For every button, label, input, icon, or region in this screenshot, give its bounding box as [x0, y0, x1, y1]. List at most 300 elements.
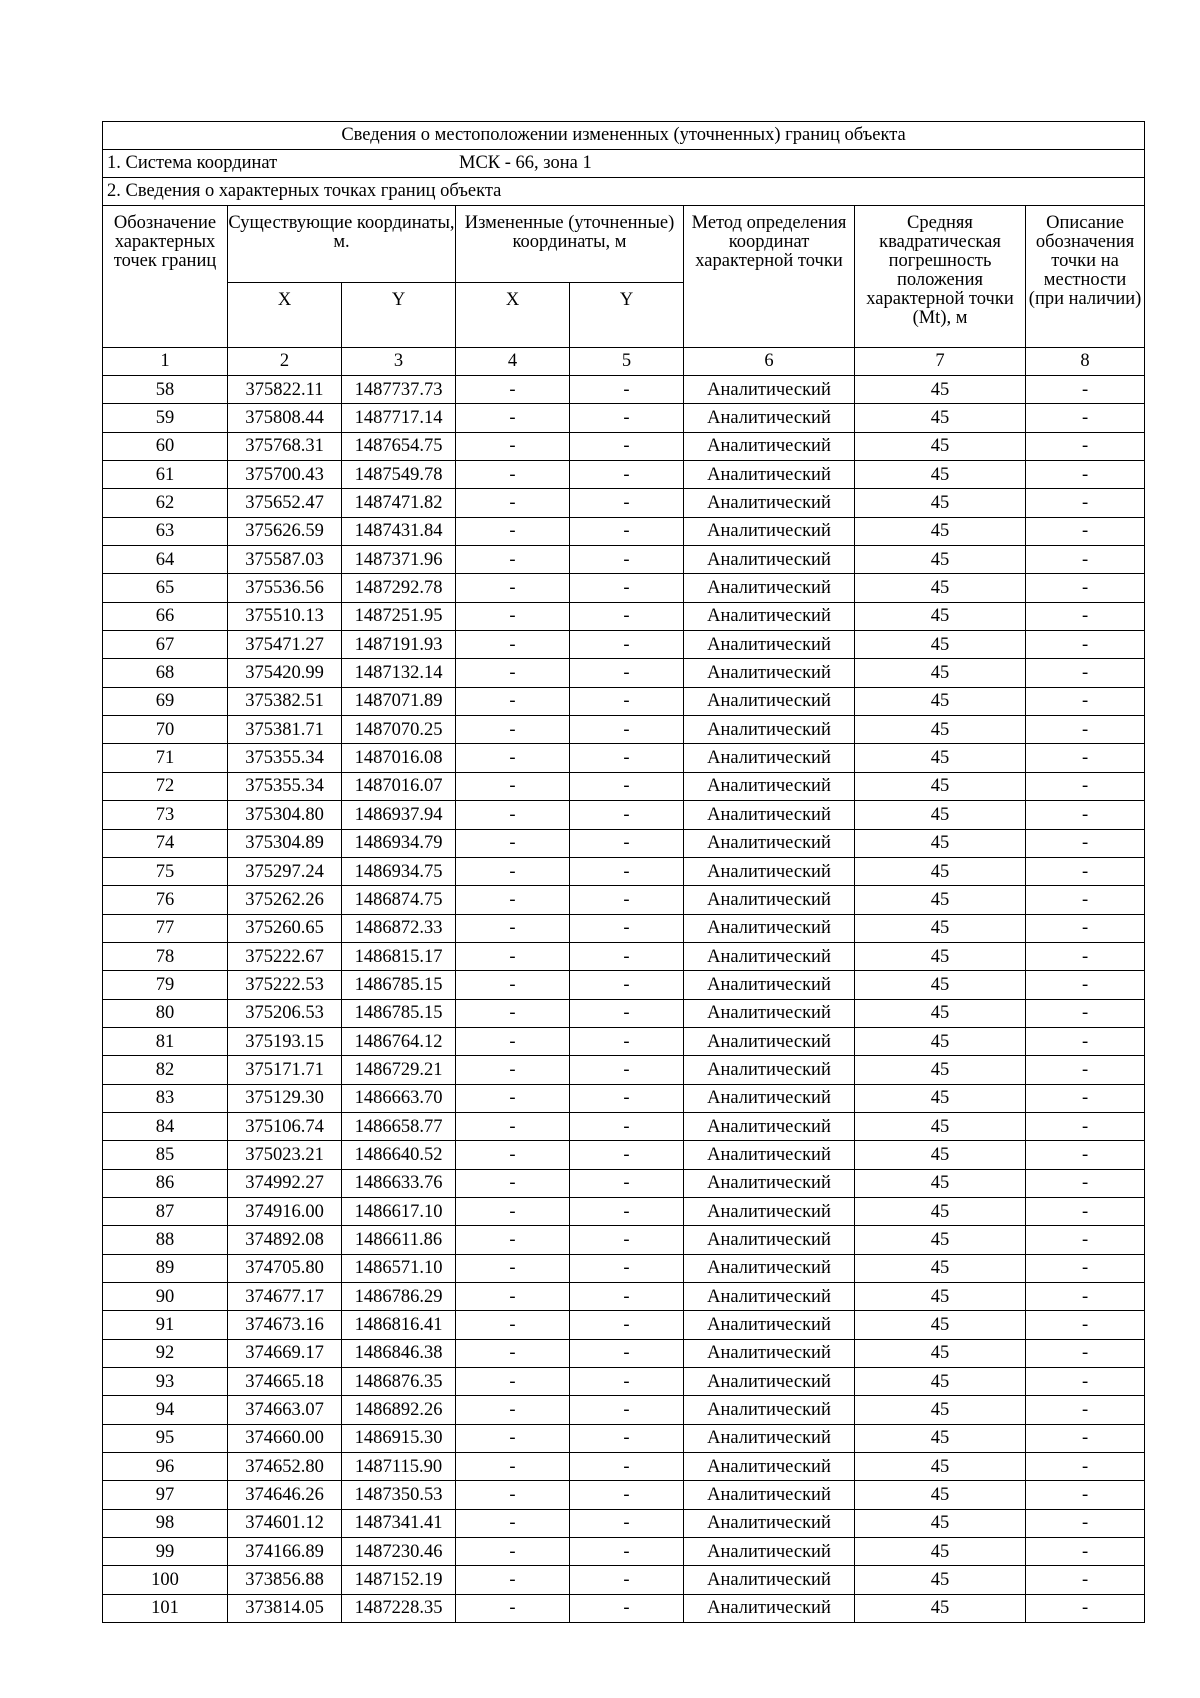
- changed-y-cell: -: [570, 432, 684, 460]
- changed-x-cell: -: [456, 517, 570, 545]
- point-id-cell: 85: [103, 1141, 228, 1169]
- method-cell: Аналитический: [684, 857, 855, 885]
- table-row: [103, 716, 1145, 744]
- description-cell: -: [1026, 1424, 1145, 1452]
- changed-y-cell: -: [570, 1027, 684, 1055]
- table-row: [103, 1368, 1145, 1396]
- existing-x-cell: 375355.34: [228, 772, 342, 800]
- mean-error-cell: 45: [855, 1254, 1026, 1282]
- changed-x-cell: -: [456, 404, 570, 432]
- point-id-cell: 94: [103, 1396, 228, 1424]
- changed-x-cell: -: [456, 1169, 570, 1197]
- changed-y-cell: -: [570, 829, 684, 857]
- description-cell: -: [1026, 1509, 1145, 1537]
- changed-y-cell: -: [570, 1311, 684, 1339]
- method-cell: Аналитический: [684, 631, 855, 659]
- mean-error-cell: 45: [855, 1056, 1026, 1084]
- description-cell: -: [1026, 942, 1145, 970]
- method-cell: Аналитический: [684, 546, 855, 574]
- method-cell: Аналитический: [684, 687, 855, 715]
- description-cell: -: [1026, 1226, 1145, 1254]
- method-cell: Аналитический: [684, 1112, 855, 1140]
- table-body: [103, 376, 1145, 1623]
- changed-x-cell: -: [456, 1311, 570, 1339]
- changed-y-cell: -: [570, 857, 684, 885]
- point-id-cell: 59: [103, 404, 228, 432]
- coord-system-row: [103, 150, 1145, 178]
- description-cell: -: [1026, 1481, 1145, 1509]
- header-mean-error: Средняя квадратическая погрешность положения характерной точки (Mt), м: [855, 206, 1026, 348]
- changed-y-cell: -: [570, 1424, 684, 1452]
- existing-y-cell: 1487070.25: [342, 716, 456, 744]
- table-row: [103, 1594, 1145, 1622]
- column-number: 7: [855, 348, 1026, 376]
- existing-y-cell: 1486571.10: [342, 1254, 456, 1282]
- existing-x-cell: 375206.53: [228, 999, 342, 1027]
- existing-x-cell: 375129.30: [228, 1084, 342, 1112]
- method-cell: Аналитический: [684, 1566, 855, 1594]
- existing-x-cell: 375510.13: [228, 602, 342, 630]
- existing-x-cell: 375262.26: [228, 886, 342, 914]
- description-cell: -: [1026, 772, 1145, 800]
- changed-x-cell: -: [456, 1084, 570, 1112]
- changed-y-cell: -: [570, 489, 684, 517]
- existing-x-cell: 374705.80: [228, 1254, 342, 1282]
- mean-error-cell: 45: [855, 687, 1026, 715]
- mean-error-cell: 45: [855, 1311, 1026, 1339]
- existing-y-cell: 1486658.77: [342, 1112, 456, 1140]
- changed-x-cell: -: [456, 602, 570, 630]
- point-id-cell: 97: [103, 1481, 228, 1509]
- description-cell: -: [1026, 1056, 1145, 1084]
- point-id-cell: 80: [103, 999, 228, 1027]
- point-id-cell: 63: [103, 517, 228, 545]
- changed-x-cell: -: [456, 659, 570, 687]
- changed-x-cell: -: [456, 1594, 570, 1622]
- existing-y-cell: 1487016.07: [342, 772, 456, 800]
- description-cell: -: [1026, 1594, 1145, 1622]
- table-row: [103, 1538, 1145, 1566]
- existing-y-cell: 1487471.82: [342, 489, 456, 517]
- table-row: [103, 1509, 1145, 1537]
- method-cell: Аналитический: [684, 1396, 855, 1424]
- mean-error-cell: 45: [855, 461, 1026, 489]
- existing-x-cell: 375381.71: [228, 716, 342, 744]
- changed-x-cell: -: [456, 744, 570, 772]
- table-row: [103, 1112, 1145, 1140]
- method-cell: Аналитический: [684, 1283, 855, 1311]
- description-cell: -: [1026, 404, 1145, 432]
- point-id-cell: 89: [103, 1254, 228, 1282]
- description-cell: -: [1026, 886, 1145, 914]
- table-row: [103, 376, 1145, 404]
- method-cell: Аналитический: [684, 801, 855, 829]
- point-id-cell: 79: [103, 971, 228, 999]
- mean-error-cell: 45: [855, 1509, 1026, 1537]
- existing-y-cell: 1486934.79: [342, 829, 456, 857]
- description-cell: -: [1026, 546, 1145, 574]
- changed-x-cell: -: [456, 461, 570, 489]
- table-row: [103, 999, 1145, 1027]
- changed-y-cell: -: [570, 659, 684, 687]
- table-row: [103, 1197, 1145, 1225]
- table-row: [103, 1283, 1145, 1311]
- existing-y-cell: 1486785.15: [342, 999, 456, 1027]
- mean-error-cell: 45: [855, 857, 1026, 885]
- existing-y-cell: 1487350.53: [342, 1481, 456, 1509]
- header-existing-y: Y: [342, 283, 456, 348]
- existing-y-cell: 1486815.17: [342, 942, 456, 970]
- mean-error-cell: 45: [855, 376, 1026, 404]
- boundary-points-table: [102, 121, 1145, 1623]
- mean-error-cell: 45: [855, 404, 1026, 432]
- existing-x-cell: 375297.24: [228, 857, 342, 885]
- changed-y-cell: -: [570, 1396, 684, 1424]
- existing-y-cell: 1486876.35: [342, 1368, 456, 1396]
- description-cell: -: [1026, 1169, 1145, 1197]
- existing-y-cell: 1486640.52: [342, 1141, 456, 1169]
- mean-error-cell: 45: [855, 801, 1026, 829]
- method-cell: Аналитический: [684, 1453, 855, 1481]
- changed-y-cell: -: [570, 1368, 684, 1396]
- changed-x-cell: -: [456, 1339, 570, 1367]
- existing-y-cell: 1486874.75: [342, 886, 456, 914]
- mean-error-cell: 45: [855, 659, 1026, 687]
- existing-y-cell: 1486785.15: [342, 971, 456, 999]
- table-row: [103, 971, 1145, 999]
- point-id-cell: 76: [103, 886, 228, 914]
- changed-x-cell: -: [456, 489, 570, 517]
- changed-y-cell: -: [570, 744, 684, 772]
- header-changed-y: Y: [570, 283, 684, 348]
- mean-error-cell: 45: [855, 999, 1026, 1027]
- point-id-cell: 82: [103, 1056, 228, 1084]
- description-cell: -: [1026, 1283, 1145, 1311]
- changed-x-cell: -: [456, 1453, 570, 1481]
- existing-y-cell: 1486872.33: [342, 914, 456, 942]
- point-id-cell: 86: [103, 1169, 228, 1197]
- changed-y-cell: -: [570, 1594, 684, 1622]
- mean-error-cell: 45: [855, 886, 1026, 914]
- point-id-cell: 101: [103, 1594, 228, 1622]
- changed-y-cell: -: [570, 1566, 684, 1594]
- point-id-cell: 100: [103, 1566, 228, 1594]
- existing-y-cell: 1487132.14: [342, 659, 456, 687]
- description-cell: -: [1026, 914, 1145, 942]
- point-id-cell: 90: [103, 1283, 228, 1311]
- description-cell: -: [1026, 1254, 1145, 1282]
- changed-y-cell: -: [570, 1197, 684, 1225]
- existing-y-cell: 1487251.95: [342, 602, 456, 630]
- existing-y-cell: 1487071.89: [342, 687, 456, 715]
- existing-x-cell: 375106.74: [228, 1112, 342, 1140]
- existing-y-cell: 1486729.21: [342, 1056, 456, 1084]
- changed-y-cell: -: [570, 1112, 684, 1140]
- table-row: [103, 602, 1145, 630]
- description-cell: -: [1026, 659, 1145, 687]
- existing-y-cell: 1487016.08: [342, 744, 456, 772]
- description-cell: -: [1026, 1311, 1145, 1339]
- point-id-cell: 66: [103, 602, 228, 630]
- existing-y-cell: 1487191.93: [342, 631, 456, 659]
- existing-x-cell: 375171.71: [228, 1056, 342, 1084]
- mean-error-cell: 45: [855, 1481, 1026, 1509]
- mean-error-cell: 45: [855, 1283, 1026, 1311]
- header-point-designation: Обозначение характерных точек границ: [103, 206, 228, 348]
- changed-y-cell: -: [570, 1254, 684, 1282]
- column-number: 6: [684, 348, 855, 376]
- table-row: [103, 659, 1145, 687]
- method-cell: Аналитический: [684, 1197, 855, 1225]
- changed-x-cell: -: [456, 1396, 570, 1424]
- mean-error-cell: 45: [855, 1453, 1026, 1481]
- table-row: [103, 801, 1145, 829]
- mean-error-cell: 45: [855, 1396, 1026, 1424]
- mean-error-cell: 45: [855, 1538, 1026, 1566]
- existing-x-cell: 373814.05: [228, 1594, 342, 1622]
- table-row: [103, 1056, 1145, 1084]
- existing-y-cell: 1487654.75: [342, 432, 456, 460]
- changed-x-cell: -: [456, 829, 570, 857]
- changed-x-cell: -: [456, 631, 570, 659]
- changed-x-cell: -: [456, 574, 570, 602]
- existing-x-cell: 374916.00: [228, 1197, 342, 1225]
- description-cell: -: [1026, 744, 1145, 772]
- existing-y-cell: 1487431.84: [342, 517, 456, 545]
- mean-error-cell: 45: [855, 914, 1026, 942]
- changed-y-cell: -: [570, 404, 684, 432]
- point-id-cell: 74: [103, 829, 228, 857]
- changed-y-cell: -: [570, 1169, 684, 1197]
- existing-x-cell: 374892.08: [228, 1226, 342, 1254]
- changed-y-cell: -: [570, 1538, 684, 1566]
- existing-y-cell: 1486937.94: [342, 801, 456, 829]
- point-id-cell: 64: [103, 546, 228, 574]
- table-title: Сведения о местоположении измененных (уточненных) границ объекта: [103, 122, 1145, 150]
- header-existing-coords: Существующие координаты, м.: [228, 206, 456, 283]
- changed-x-cell: -: [456, 999, 570, 1027]
- method-cell: Аналитический: [684, 404, 855, 432]
- mean-error-cell: 45: [855, 517, 1026, 545]
- changed-x-cell: -: [456, 971, 570, 999]
- mean-error-cell: 45: [855, 1084, 1026, 1112]
- method-cell: Аналитический: [684, 517, 855, 545]
- column-number: 3: [342, 348, 456, 376]
- changed-x-cell: -: [456, 1254, 570, 1282]
- changed-x-cell: -: [456, 914, 570, 942]
- method-cell: Аналитический: [684, 1339, 855, 1367]
- existing-y-cell: 1486611.86: [342, 1226, 456, 1254]
- existing-x-cell: 375260.65: [228, 914, 342, 942]
- existing-x-cell: 374992.27: [228, 1169, 342, 1197]
- point-id-cell: 99: [103, 1538, 228, 1566]
- existing-x-cell: 374669.17: [228, 1339, 342, 1367]
- table-row: [103, 1396, 1145, 1424]
- existing-x-cell: 375822.11: [228, 376, 342, 404]
- point-id-cell: 95: [103, 1424, 228, 1452]
- point-id-cell: 83: [103, 1084, 228, 1112]
- existing-x-cell: 375304.89: [228, 829, 342, 857]
- method-cell: Аналитический: [684, 716, 855, 744]
- method-cell: Аналитический: [684, 602, 855, 630]
- description-cell: -: [1026, 999, 1145, 1027]
- method-cell: Аналитический: [684, 1594, 855, 1622]
- column-number: 8: [1026, 348, 1145, 376]
- header-changed-coords: Измененные (уточненные) координаты, м: [456, 206, 684, 283]
- description-cell: -: [1026, 716, 1145, 744]
- mean-error-cell: 45: [855, 942, 1026, 970]
- header-method: Метод определения координат характерной точки: [684, 206, 855, 348]
- header-changed-x: X: [456, 283, 570, 348]
- changed-y-cell: -: [570, 461, 684, 489]
- existing-x-cell: 374673.16: [228, 1311, 342, 1339]
- table-row: [103, 1226, 1145, 1254]
- method-cell: Аналитический: [684, 376, 855, 404]
- description-cell: -: [1026, 1396, 1145, 1424]
- description-cell: -: [1026, 1339, 1145, 1367]
- point-id-cell: 67: [103, 631, 228, 659]
- changed-x-cell: -: [456, 1027, 570, 1055]
- mean-error-cell: 45: [855, 1339, 1026, 1367]
- description-cell: -: [1026, 1453, 1145, 1481]
- existing-x-cell: 375023.21: [228, 1141, 342, 1169]
- method-cell: Аналитический: [684, 574, 855, 602]
- existing-y-cell: 1486786.29: [342, 1283, 456, 1311]
- table-row: [103, 432, 1145, 460]
- existing-x-cell: 375808.44: [228, 404, 342, 432]
- point-id-cell: 71: [103, 744, 228, 772]
- changed-y-cell: -: [570, 602, 684, 630]
- description-cell: -: [1026, 631, 1145, 659]
- description-cell: -: [1026, 1112, 1145, 1140]
- point-id-cell: 96: [103, 1453, 228, 1481]
- changed-y-cell: -: [570, 1141, 684, 1169]
- point-id-cell: 87: [103, 1197, 228, 1225]
- mean-error-cell: 45: [855, 829, 1026, 857]
- changed-x-cell: -: [456, 1056, 570, 1084]
- point-id-cell: 72: [103, 772, 228, 800]
- existing-y-cell: 1487115.90: [342, 1453, 456, 1481]
- description-cell: -: [1026, 432, 1145, 460]
- changed-y-cell: -: [570, 801, 684, 829]
- existing-y-cell: 1487292.78: [342, 574, 456, 602]
- changed-x-cell: -: [456, 1226, 570, 1254]
- changed-x-cell: -: [456, 772, 570, 800]
- existing-x-cell: 374646.26: [228, 1481, 342, 1509]
- table-row: [103, 517, 1145, 545]
- existing-y-cell: 1487549.78: [342, 461, 456, 489]
- changed-x-cell: -: [456, 1481, 570, 1509]
- description-cell: -: [1026, 1368, 1145, 1396]
- changed-x-cell: -: [456, 886, 570, 914]
- method-cell: Аналитический: [684, 1226, 855, 1254]
- mean-error-cell: 45: [855, 772, 1026, 800]
- coord-system-value: МСК - 66, зона 1: [459, 153, 592, 173]
- changed-x-cell: -: [456, 1566, 570, 1594]
- table-row: [103, 404, 1145, 432]
- existing-x-cell: 375304.80: [228, 801, 342, 829]
- description-cell: -: [1026, 574, 1145, 602]
- column-number: 1: [103, 348, 228, 376]
- existing-x-cell: 375587.03: [228, 546, 342, 574]
- mean-error-cell: 45: [855, 971, 1026, 999]
- description-cell: -: [1026, 1566, 1145, 1594]
- mean-error-cell: 45: [855, 1169, 1026, 1197]
- method-cell: Аналитический: [684, 461, 855, 489]
- method-cell: Аналитический: [684, 1027, 855, 1055]
- changed-y-cell: -: [570, 1481, 684, 1509]
- method-cell: Аналитический: [684, 1509, 855, 1537]
- existing-x-cell: 374652.80: [228, 1453, 342, 1481]
- table-row: [103, 1084, 1145, 1112]
- point-id-cell: 70: [103, 716, 228, 744]
- changed-y-cell: -: [570, 1226, 684, 1254]
- point-id-cell: 68: [103, 659, 228, 687]
- method-cell: Аналитический: [684, 1368, 855, 1396]
- point-id-cell: 65: [103, 574, 228, 602]
- method-cell: Аналитический: [684, 432, 855, 460]
- table-row: [103, 829, 1145, 857]
- changed-y-cell: -: [570, 1056, 684, 1084]
- point-id-cell: 77: [103, 914, 228, 942]
- existing-x-cell: 375222.53: [228, 971, 342, 999]
- existing-x-cell: 375193.15: [228, 1027, 342, 1055]
- table-row: [103, 546, 1145, 574]
- method-cell: Аналитический: [684, 914, 855, 942]
- existing-x-cell: 374663.07: [228, 1396, 342, 1424]
- changed-x-cell: -: [456, 1538, 570, 1566]
- existing-x-cell: 375626.59: [228, 517, 342, 545]
- method-cell: Аналитический: [684, 1141, 855, 1169]
- table-row: [103, 772, 1145, 800]
- changed-y-cell: -: [570, 942, 684, 970]
- existing-y-cell: 1487717.14: [342, 404, 456, 432]
- point-id-cell: 75: [103, 857, 228, 885]
- existing-x-cell: 375471.27: [228, 631, 342, 659]
- mean-error-cell: 45: [855, 1027, 1026, 1055]
- changed-y-cell: -: [570, 999, 684, 1027]
- changed-y-cell: -: [570, 546, 684, 574]
- description-cell: -: [1026, 971, 1145, 999]
- table-row: [103, 1169, 1145, 1197]
- changed-x-cell: -: [456, 1112, 570, 1140]
- changed-x-cell: -: [456, 687, 570, 715]
- point-id-cell: 93: [103, 1368, 228, 1396]
- method-cell: Аналитический: [684, 999, 855, 1027]
- description-cell: -: [1026, 801, 1145, 829]
- coord-system-label: 1. Система координат: [107, 153, 278, 173]
- table-row: [103, 489, 1145, 517]
- table-row: [103, 461, 1145, 489]
- existing-y-cell: 1486617.10: [342, 1197, 456, 1225]
- mean-error-cell: 45: [855, 546, 1026, 574]
- existing-x-cell: 375420.99: [228, 659, 342, 687]
- mean-error-cell: 45: [855, 1368, 1026, 1396]
- method-cell: Аналитический: [684, 971, 855, 999]
- description-cell: -: [1026, 1197, 1145, 1225]
- description-cell: -: [1026, 1084, 1145, 1112]
- changed-x-cell: -: [456, 546, 570, 574]
- description-cell: -: [1026, 461, 1145, 489]
- changed-y-cell: -: [570, 1339, 684, 1367]
- method-cell: Аналитический: [684, 1481, 855, 1509]
- existing-x-cell: 375536.56: [228, 574, 342, 602]
- method-cell: Аналитический: [684, 489, 855, 517]
- method-cell: Аналитический: [684, 1084, 855, 1112]
- changed-x-cell: -: [456, 1424, 570, 1452]
- method-cell: Аналитический: [684, 1538, 855, 1566]
- changed-x-cell: -: [456, 1368, 570, 1396]
